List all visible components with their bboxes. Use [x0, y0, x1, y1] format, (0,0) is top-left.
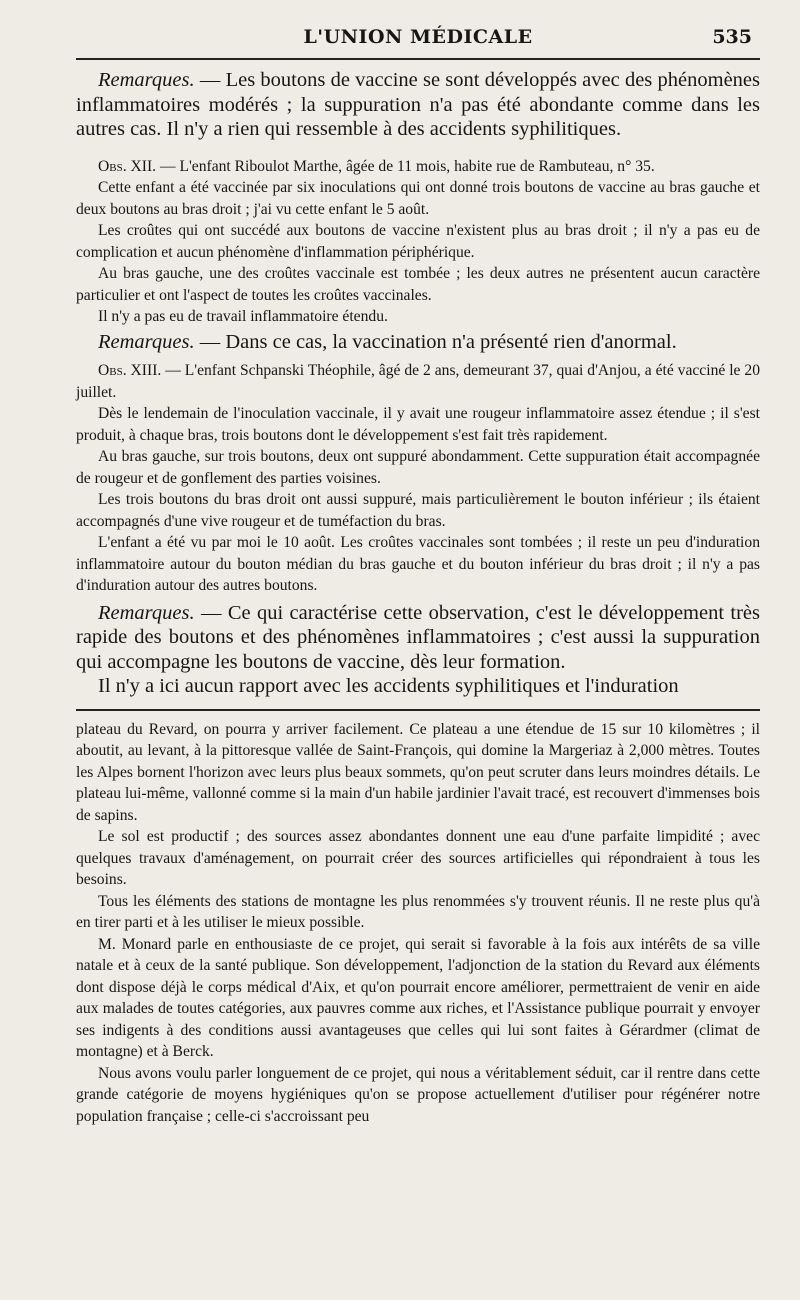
paragraph: Obs. XII. — L'enfant Riboulot Marthe, âgée de 11 mois, habite rue de Rambuteau, n° 35. — [98, 157, 655, 175]
paragraph: Les croûtes qui ont succédé aux boutons de vaccine n'existent plus au bras droit ; il n'y a pas eu de complication et aucun phénomène d'inflammation périphérique. — [76, 222, 760, 261]
paragraph: plateau du Revard, on pourra y arriver facilement. Ce plateau a une étendue de 15 sur 10 kilomètres ; il aboutit, au levant, à la pittoresque vallée de Saint-François, qui domine la Margeriaz à 2,000 mètres. Toutes les Alpes bornent l'horizon avec leurs plus beaux sommets, qu'on peut scruter dans leurs moindres détails. Le plateau lui-même, vallonné comme si la main d'un habile jardinier l'avait tracé, est recouvert d'immenses bois de sapins. — [76, 720, 760, 824]
paragraph: Remarques. — Les boutons de vaccine se sont développés avec des phénomènes inflammatoires modérés ; la suppuration n'a pas été abondante comme dans les autres cas. Il n'y a rien qui ressemble à des accidents syphilitiques. — [76, 69, 760, 140]
paragraph: Remarques. — Ce qui caractérise cette observation, c'est le développement très rapide des boutons et des phénomènes inflammatoires ; c'est aussi la suppuration qui accompagne les boutons de vaccine, dès leur formation. — [76, 601, 760, 673]
main-article — [76, 68, 760, 699]
paragraph: Cette enfant a été vaccinée par six inoculations qui ont donné trois boutons de vaccine au bras gauche et deux boutons au bras droit ; j'ai vu cette enfant le 5 août. — [76, 179, 760, 218]
feuilleton — [76, 719, 760, 1128]
paragraph: Nous avons voulu parler longuement de ce projet, qui nous a véritablement séduit, car il rentre dans cette grande catégorie de moyens hygiéniques qu'on se propose actuellement d'utiliser pour régénérer notre population française ; celle-ci s'accroissant peu — [76, 1064, 760, 1125]
observation-label: Obs. XIII. — [98, 362, 162, 379]
paragraph: Au bras gauche, une des croûtes vaccinale est tombée ; les deux autres ne présentent aucun caractère particulier et ont l'aspect de toutes les croûtes vaccinales. — [76, 265, 760, 304]
paragraph: Tous les éléments des stations de montagne les plus renommées s'y trouvent réunis. Il ne reste plus qu'à en tirer parti et à les utiliser le mieux possible. — [76, 892, 760, 931]
remarks-label: Remarques. — [98, 601, 195, 624]
paragraph: Il n'y a ici aucun rapport avec les accidents syphilitiques et l'induration — [98, 675, 679, 697]
page-number: 535 — [712, 26, 752, 48]
remarks-label: Remarques. — [98, 69, 195, 91]
journal-title: L'UNION MÉDICALE — [303, 26, 533, 48]
section-divider — [76, 709, 760, 711]
paragraph: L'enfant a été vu par moi le 10 août. Les croûtes vaccinales sont tombées ; il reste un peu d'induration inflammatoire autour du bouton médian du bras gauche et du bouton inférieur du bras droit ; il n'y a pas d'induration autour des autres boutons. — [76, 534, 760, 594]
header-rule — [76, 58, 760, 60]
paragraph: Le sol est productif ; des sources assez abondantes donnent une eau d'une parfaite limpidité ; avec quelques travaux d'aménagement, on pourrait créer des sources artificielles qui répondraient à tous les besoins. — [76, 828, 760, 888]
paragraph: Au bras gauche, sur trois boutons, deux ont suppuré abondamment. Cette suppuration était accompagnée de rougeur et de gonflement des parties voisines. — [76, 448, 760, 487]
running-header — [76, 18, 760, 58]
paragraph: Il n'y a pas eu de travail inflammatoire étendu. — [98, 308, 388, 325]
paragraph: Obs. XIII. — L'enfant Schpanski Théophile, âgé de 2 ans, demeurant 37, quai d'Anjou, a été vacciné le 20 juillet. — [76, 362, 760, 401]
paragraph: Dès le lendemain de l'inoculation vaccinale, il y avait une rougeur inflammatoire assez étendue ; il s'est produit, à chaque bras, trois boutons dont le développement s'est fait très rapidement. — [76, 405, 760, 444]
paragraph: M. Monard parle en enthousiaste de ce projet, qui serait si favorable à la fois aux intérêts de sa ville natale et à ceux de la santé publique. Son développement, l'adjonction de la station du Revard aux éléments dont dispose déjà le corps médical d'Aix, et qu'on pourrait encore améliorer, permettraient de venir en aide aux malades de toutes catégories, aux pauvres comme aux riches, et l'Assistance publique pourrait y envoyer ses indigents à des conditions aussi avantageuses que celles qui lui sont faites à Gérardmer (climat de montagne) et à Berck. — [76, 935, 760, 1060]
paragraph: Les trois boutons du bras droit ont aussi suppuré, mais particulièrement le bouton inférieur ; ils étaient accompagnés d'une vive rougeur et de tuméfaction du bras. — [76, 491, 760, 530]
paragraph: Remarques. — Dans ce cas, la vaccination n'a présenté rien d'anormal. — [98, 330, 677, 353]
observation-label: Obs. XII. — [98, 157, 157, 175]
remarks-label: Remarques. — [98, 330, 195, 353]
